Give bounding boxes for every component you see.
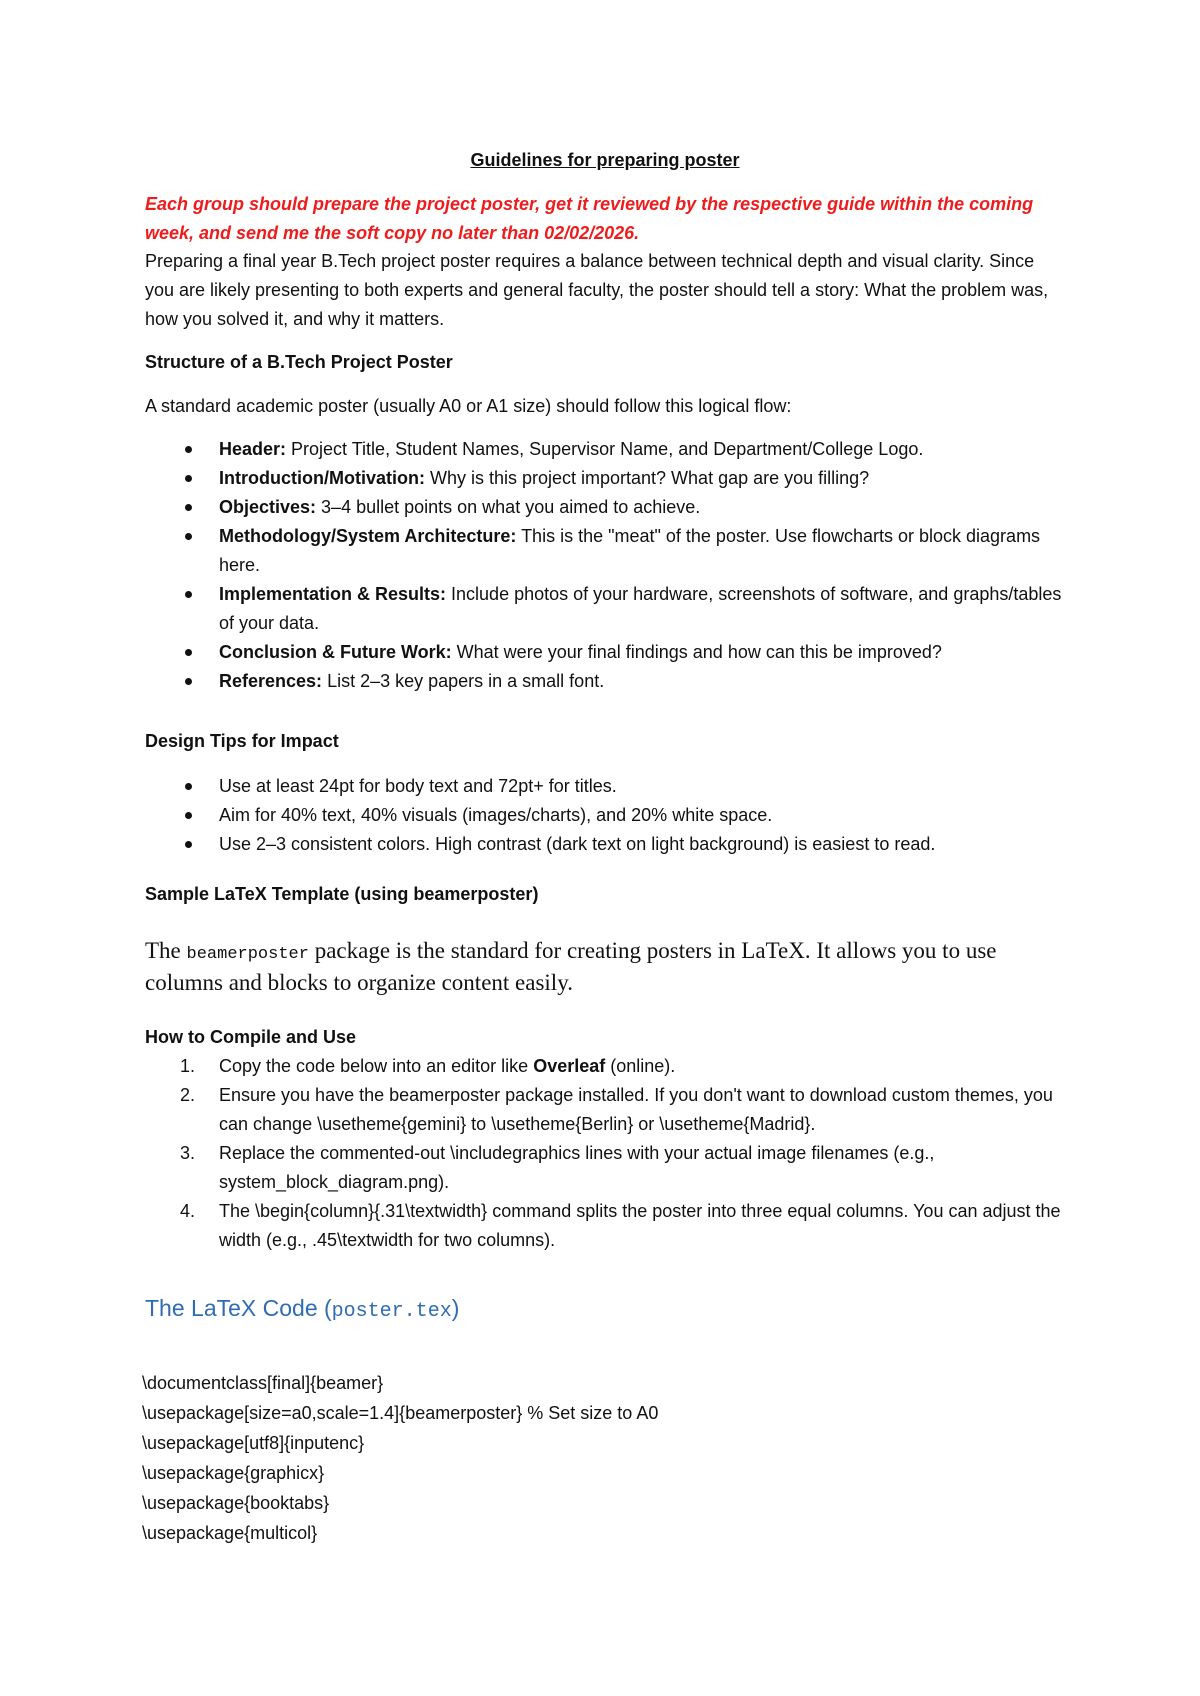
item-label: References: bbox=[219, 671, 323, 691]
step-text: Replace the commented-out \includegraphics lines with your actual image filenames (e.g., system_block_diagram.png). bbox=[219, 1143, 935, 1192]
item-label: Implementation & Results: bbox=[219, 584, 447, 604]
step-text: Ensure you have the beamerposter package installed. If you don't want to download custom themes, you can change \usetheme{gemini} to \usetheme{Berlin} or \usetheme{Madrid}. bbox=[219, 1085, 1053, 1134]
bullet-icon bbox=[185, 812, 192, 819]
intro-paragraph: Preparing a final year B.Tech project poster requires a balance between technical depth and visual clarity. Since you are likely presenting to both experts and general faculty, the poster should tell a story: What the problem was, how you solved it, and why it matters. bbox=[145, 251, 1049, 329]
step-number: 3. bbox=[180, 1143, 196, 1163]
item-text: What were your final findings and how can this be improved? bbox=[451, 642, 942, 662]
design-heading: Design Tips for Impact bbox=[145, 731, 339, 751]
bullet-icon bbox=[185, 841, 192, 848]
item-text: Why is this project important? What gap are you filling? bbox=[424, 468, 870, 488]
bullet-icon bbox=[185, 533, 192, 540]
list-item bbox=[145, 1197, 1065, 1255]
code-line: \usepackage[utf8]{inputenc} bbox=[142, 1433, 365, 1453]
step-bold: Overleaf bbox=[533, 1056, 606, 1076]
list-item bbox=[145, 435, 1065, 464]
bullet-icon bbox=[185, 504, 192, 511]
bullet-icon bbox=[185, 678, 192, 685]
item-text: Use at least 24pt for body text and 72pt+ for titles. bbox=[219, 776, 617, 796]
list-item bbox=[145, 638, 1065, 667]
list-item bbox=[145, 464, 1065, 493]
bullet-icon bbox=[185, 649, 192, 656]
list-item bbox=[145, 522, 1065, 580]
item-label: Introduction/Motivation: bbox=[219, 468, 425, 488]
item-label: Header: bbox=[219, 439, 287, 459]
template-paragraph bbox=[145, 937, 1065, 997]
compile-heading: How to Compile and Use bbox=[145, 1027, 357, 1047]
item-label: Objectives: bbox=[219, 497, 317, 517]
code-line: \usepackage{multicol} bbox=[142, 1523, 318, 1543]
deadline-notice: Each group should prepare the project poster, get it reviewed by the respective guide within the coming week, and send me the soft copy no later than 02/02/2026. bbox=[145, 194, 1034, 243]
code-section-heading bbox=[145, 1293, 459, 1327]
code-line: \documentclass[final]{beamer} bbox=[142, 1373, 384, 1393]
compile-steps bbox=[145, 1052, 1065, 1255]
item-text: Include photos of your hardware, screenshots of software, and graphs/tables of your data. bbox=[219, 584, 1062, 633]
code-line: \usepackage[size=a0,scale=1.4]{beamerposter} % Set size to A0 bbox=[142, 1403, 659, 1423]
item-text: This is the "meat" of the poster. Use flowcharts or block diagrams here. bbox=[219, 526, 1041, 575]
page-title: Guidelines for preparing poster bbox=[470, 150, 740, 170]
step-text: Copy the code below into an editor like bbox=[219, 1056, 534, 1076]
heading-text: The LaTeX Code ( bbox=[145, 1295, 332, 1321]
structure-lead: A standard academic poster (usually A0 or A1 size) should follow this logical flow: bbox=[145, 396, 792, 416]
structure-list bbox=[145, 435, 1065, 696]
item-text: List 2–3 key papers in a small font. bbox=[322, 671, 605, 691]
list-item bbox=[145, 1081, 1065, 1139]
code-listing bbox=[142, 1368, 1062, 1548]
code-line: \usepackage{graphicx} bbox=[142, 1463, 325, 1483]
step-number: 2. bbox=[180, 1085, 196, 1105]
step-text: (online). bbox=[605, 1056, 676, 1076]
list-item bbox=[145, 801, 1065, 830]
design-list bbox=[145, 772, 1065, 859]
item-text: Aim for 40% text, 40% visuals (images/charts), and 20% white space. bbox=[219, 805, 773, 825]
bullet-icon bbox=[185, 446, 192, 453]
bullet-icon bbox=[185, 591, 192, 598]
item-text: Project Title, Student Names, Supervisor Name, and Department/College Logo. bbox=[286, 439, 924, 459]
heading-text: ) bbox=[451, 1295, 460, 1321]
item-text: Use 2–3 consistent colors. High contrast (dark text on light background) is easiest to read. bbox=[219, 834, 936, 854]
structure-heading: Structure of a B.Tech Project Poster bbox=[145, 352, 453, 372]
step-number: 1. bbox=[180, 1056, 196, 1076]
item-label: Conclusion & Future Work: bbox=[219, 642, 452, 662]
template-text: package is the standard for creating posters in LaTeX. It allows you to use columns and blocks to organize content easily. bbox=[145, 938, 997, 995]
item-text: 3–4 bullet points on what you aimed to achieve. bbox=[316, 497, 701, 517]
bullet-icon bbox=[185, 475, 192, 482]
list-item bbox=[145, 830, 1065, 859]
bullet-icon bbox=[185, 783, 192, 790]
list-item bbox=[145, 1052, 1065, 1081]
list-item bbox=[145, 772, 1065, 801]
item-label: Methodology/System Architecture: bbox=[219, 526, 517, 546]
template-text: The bbox=[145, 938, 187, 963]
step-number: 4. bbox=[180, 1201, 196, 1221]
code-line: \usepackage{booktabs} bbox=[142, 1493, 330, 1513]
template-heading: Sample LaTeX Template (using beamerposter) bbox=[145, 884, 539, 904]
list-item bbox=[145, 580, 1065, 638]
filename: poster.tex bbox=[331, 1300, 452, 1323]
step-text: The \begin{column}{.31\textwidth} command splits the poster into three equal columns. You can adjust the width (e.g., .45\textwidth for two columns). bbox=[219, 1201, 1061, 1250]
list-item bbox=[145, 667, 1065, 696]
package-name: beamerposter bbox=[186, 945, 309, 964]
list-item bbox=[145, 1139, 1065, 1197]
list-item bbox=[145, 493, 1065, 522]
